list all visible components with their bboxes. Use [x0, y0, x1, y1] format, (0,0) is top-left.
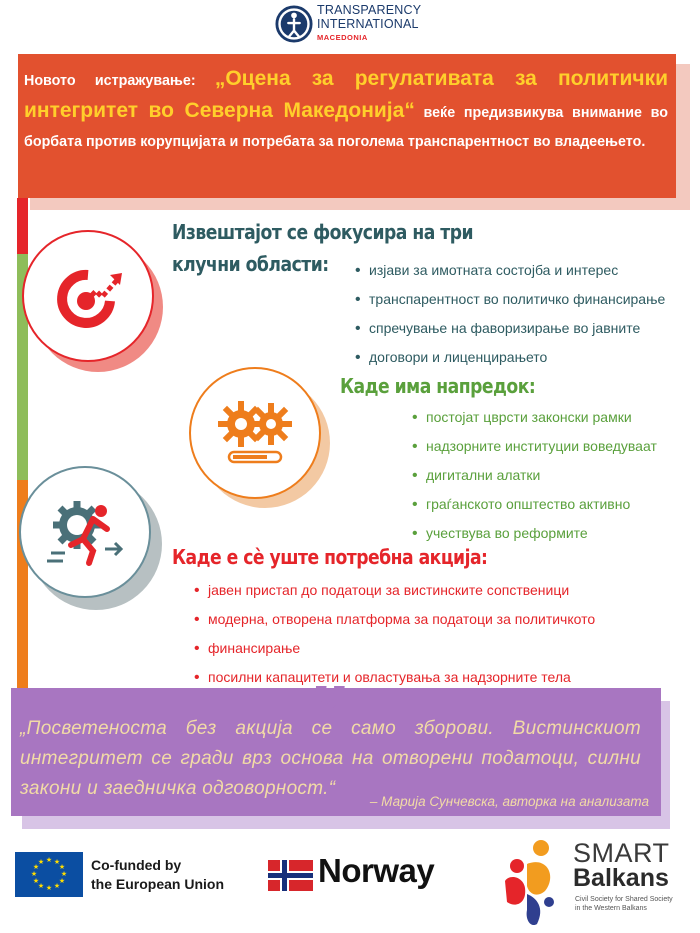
action-item-1: • јавен пристап до податоци за вистинските сопственици — [194, 576, 595, 605]
focus-heading-line-2: клучни области: — [172, 252, 329, 276]
side-bar-red — [17, 198, 28, 254]
focus-icon-circle — [22, 230, 154, 362]
running-gear-icon — [43, 495, 127, 569]
smart-balkans-tagline — [575, 895, 673, 913]
action-item-3: • посилни капацитети и овластувања за надзорните тела — [194, 663, 595, 692]
eu-flag-icon — [15, 852, 83, 897]
focus-item-3-cont-text: договори и лиценцирањето — [369, 349, 548, 365]
logo-line-3: MACEDONIA — [317, 33, 368, 42]
smart-balkans-figure-icon — [497, 836, 567, 931]
progress-item-2-cont — [412, 461, 657, 490]
intro-text — [24, 64, 668, 157]
svg-text:★: ★ — [45, 884, 53, 892]
norway-logo-text: Norway — [318, 852, 435, 889]
svg-text:★: ★ — [32, 877, 40, 885]
svg-text:★: ★ — [37, 882, 45, 890]
focus-item-2: • транспарентност во политичко финансирање — [355, 285, 665, 314]
focus-list — [355, 256, 665, 372]
quote-mark-icon: ” — [305, 669, 352, 763]
sb-tag-line-2: in the Western Balkans — [575, 905, 647, 912]
logo-line-1: TRANSPARENCY — [317, 3, 422, 17]
svg-text:★: ★ — [37, 858, 45, 866]
action-icon-circle — [19, 466, 151, 598]
progress-item-2-cont-text: дигитални алатки — [426, 467, 541, 483]
transparency-international-logo — [275, 3, 421, 45]
target-growth-icon — [48, 261, 128, 331]
svg-text:★: ★ — [53, 858, 61, 866]
sb-tag-line-1: Civil Society for Shared Society — [575, 896, 673, 903]
svg-text:★: ★ — [30, 870, 38, 878]
svg-text:★: ★ — [32, 863, 40, 871]
intro-highlight: „Оцена за регулативата за политички интегритет во Северна Македонија“ — [24, 67, 668, 122]
intro-rest: веќе предизвикува внимание во борбата против корупцијата и потребата за поголема транспарентност во владеењето. — [24, 105, 668, 150]
logo-line-2: INTERNATIONAL — [317, 17, 419, 31]
svg-text:★: ★ — [53, 882, 61, 890]
ti-logo-icon — [275, 5, 313, 43]
action-heading: Каде е сè уште потребна акција: — [172, 545, 488, 569]
action-item-2-cont-text: финансирање — [208, 640, 301, 656]
gears-progress-icon — [215, 398, 295, 468]
smart-text: SMART — [573, 838, 670, 868]
svg-text:★: ★ — [45, 856, 53, 864]
action-item-2-cont — [194, 634, 595, 663]
intro-box — [18, 54, 676, 198]
svg-text:★: ★ — [58, 877, 66, 885]
progress-heading: Каде има напредок: — [340, 374, 536, 398]
svg-text:★: ★ — [58, 863, 66, 871]
eu-cofunded-text — [91, 856, 224, 894]
progress-icon-circle — [189, 367, 321, 499]
progress-item-2: • надзорните институции воведуваат — [412, 432, 657, 461]
svg-text:★: ★ — [60, 870, 68, 878]
progress-item-1: • постојат цврсти законски рамки — [412, 403, 657, 432]
balkans-text: Balkans — [573, 864, 669, 892]
focus-heading-line-1: Извештајот се фокусира на три — [172, 220, 474, 244]
intro-lead: Новото истражување: — [24, 73, 215, 89]
quote-text: „Посветеноста без акција се само зборови. Вистинскиот интегритет се гради врз основа на отворени податоци, силни закони и заедничка одговорност.“ — [20, 718, 641, 799]
focus-item-3-cont — [355, 343, 665, 372]
progress-list — [412, 403, 657, 548]
focus-item-3: • спречување на фаворизирање во јавните — [355, 314, 665, 343]
focus-item-1: • изјави за имотната состојба и интерес — [355, 256, 665, 285]
norway-flag-icon — [268, 860, 313, 891]
quote-author: – Марија Сунчевска, авторка на анализата — [369, 794, 649, 809]
progress-item-3: • граѓанското општество активно — [412, 490, 657, 519]
progress-item-3-cont-text: учествува во реформите — [426, 525, 588, 541]
action-list — [194, 576, 595, 692]
action-item-2: • модерна, отворена платформа за податоци за политичкото — [194, 605, 595, 634]
eu-line-2: the European Union — [91, 876, 224, 892]
eu-line-1: Co-funded by — [91, 857, 182, 873]
progress-item-3-cont — [412, 519, 657, 548]
